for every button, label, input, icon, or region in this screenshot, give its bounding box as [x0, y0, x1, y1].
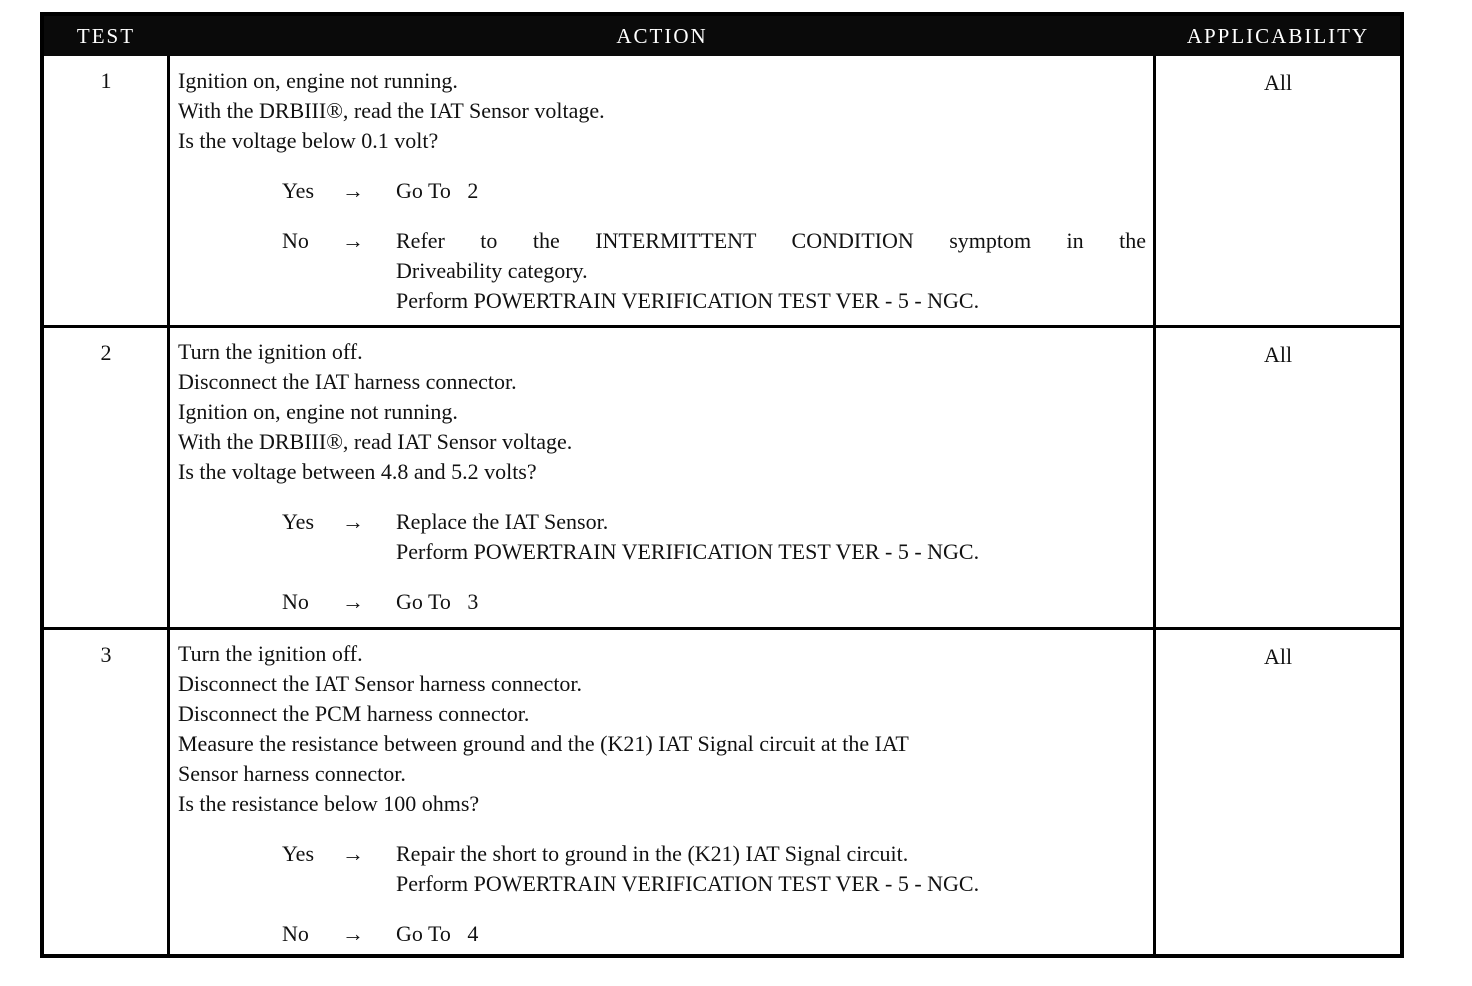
- action-line: Disconnect the IAT harness connector.: [178, 369, 517, 394]
- answer-yes: [178, 507, 1148, 567]
- action-cell: [178, 639, 1148, 949]
- test-number: 3: [100, 642, 112, 667]
- applicability-value: All: [1263, 70, 1293, 95]
- action-line: With the DRBIII®, read IAT Sensor voltage.: [178, 429, 573, 454]
- header-action: ACTION: [616, 24, 708, 48]
- applicability-value: All: [1263, 342, 1293, 367]
- header-test: TEST: [76, 24, 136, 48]
- action-line: Turn the ignition off.: [178, 641, 363, 666]
- answer-line: Repair the short to ground in the (K21) IAT Signal circuit.: [396, 841, 909, 866]
- action-line: Turn the ignition off.: [178, 339, 363, 364]
- action-line: Is the voltage between 4.8 and 5.2 volts?: [178, 459, 537, 484]
- action-line: Is the resistance below 100 ohms?: [178, 791, 480, 816]
- applicability-value: All: [1263, 644, 1293, 669]
- answer-label: Yes: [282, 178, 315, 203]
- answer-line: Perform POWERTRAIN VERIFICATION TEST VER - 5 - NGC.: [396, 539, 980, 564]
- action-cell: [178, 66, 1148, 316]
- column-divider: [167, 56, 170, 954]
- row-divider: [44, 627, 1400, 630]
- action-line: Ignition on, engine not running.: [178, 68, 458, 93]
- answer-line: Go To 4: [396, 921, 479, 946]
- answer-line: Driveability category.: [396, 258, 588, 283]
- answer-no: [178, 226, 1148, 316]
- answer-label: Yes: [282, 509, 315, 534]
- action-cell: [178, 337, 1148, 617]
- action-line: Measure the resistance between ground and the (K21) IAT Signal circuit at the IAT: [178, 731, 909, 756]
- answer-label: No: [282, 589, 309, 614]
- answer-line: Replace the IAT Sensor.: [396, 509, 609, 534]
- action-line: Ignition on, engine not running.: [178, 399, 458, 424]
- answer-label: No: [282, 921, 309, 946]
- test-number: 1: [100, 68, 112, 93]
- answer-line: Go To 2: [396, 178, 479, 203]
- column-divider: [1153, 56, 1156, 954]
- answer-no: [178, 919, 1148, 949]
- action-line: Disconnect the IAT Sensor harness connector.: [178, 671, 583, 696]
- answer-yes: [178, 839, 1148, 899]
- answer-line: Perform POWERTRAIN VERIFICATION TEST VER - 5 - NGC.: [396, 871, 980, 896]
- arrow-icon: →: [342, 921, 364, 946]
- answer-no: [178, 587, 1148, 617]
- arrow-icon: →: [342, 228, 364, 253]
- test-number: 2: [100, 340, 112, 365]
- action-line: With the DRBIII®, read the IAT Sensor voltage.: [178, 98, 605, 123]
- answer-yes: [178, 176, 1148, 206]
- table-header: [44, 16, 1400, 56]
- answer-label: No: [282, 228, 309, 253]
- arrow-icon: →: [342, 589, 364, 614]
- diagnostic-table: [40, 12, 1404, 958]
- row-divider: [44, 325, 1400, 328]
- action-line: Disconnect the PCM harness connector.: [178, 701, 530, 726]
- arrow-icon: →: [342, 841, 364, 866]
- answer-line: Go To 3: [396, 589, 479, 614]
- answer-label: Yes: [282, 841, 315, 866]
- header-applicability: APPLICABILITY: [1186, 24, 1370, 48]
- action-line: Is the voltage below 0.1 volt?: [178, 128, 439, 153]
- answer-line: Refer to the INTERMITTENT CONDITION symptom in the: [396, 228, 1146, 253]
- action-line: Sensor harness connector.: [178, 761, 406, 786]
- answer-line: Perform POWERTRAIN VERIFICATION TEST VER - 5 - NGC.: [396, 288, 980, 313]
- arrow-icon: →: [342, 509, 364, 534]
- arrow-icon: →: [342, 178, 364, 203]
